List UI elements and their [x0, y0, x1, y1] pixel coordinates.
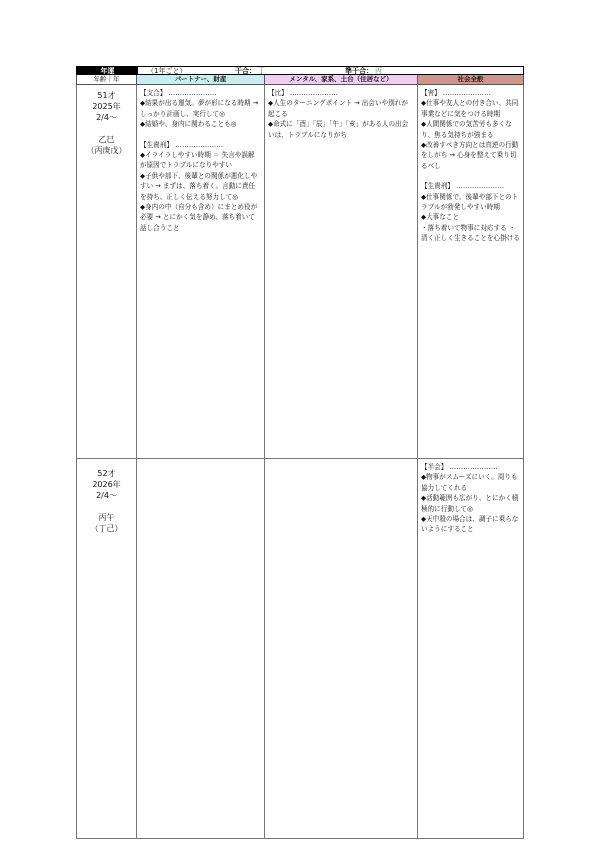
- bullet-item: ◆イライラしやすい時期 ＝ 失言や誤解が原因でトラブルになりやすい: [140, 151, 255, 170]
- bullet-item: ・落ち着いて物事に対応する ・清く正しく生きることを心掛ける: [421, 223, 520, 243]
- social-cell: [418, 459, 524, 839]
- column-header-row: [76, 75, 524, 85]
- age: 51才: [97, 91, 116, 100]
- header-bar: [76, 66, 524, 75]
- hidden-stems: （丁己）: [90, 524, 123, 533]
- stem: 丙午: [98, 513, 115, 522]
- year: 2026年: [92, 480, 121, 489]
- bullet-item: ◆仕事関係で、後輩や部下とのトラブルが勃発しやすい時期: [421, 192, 519, 212]
- bullet-item: ◆子供や部下、後輩との関係が悪化しやすい → まずは、落ち着く。言動に責任を持ち、正しく伝える努力して◎: [140, 171, 258, 201]
- fortune-section: [140, 88, 261, 130]
- age-year-cell: [76, 459, 137, 839]
- col-social: 社会全般: [418, 75, 524, 85]
- section-title: [268, 88, 414, 98]
- partner-cell: [137, 85, 265, 459]
- col-partner: パートナー、財産: [137, 75, 265, 85]
- bullet-item: ◆結果が出る運気。夢が形になる時期 → しっかり計画し、実行して◎: [140, 99, 259, 118]
- fortune-section: [421, 88, 520, 171]
- age: 52才: [97, 469, 116, 478]
- year: 2025年: [92, 102, 121, 111]
- bullet-item: ◆活動範囲も広がり、とにかく積極的に行動して◎: [421, 494, 519, 513]
- section-title: [421, 181, 520, 191]
- section-title-dots: …………………: [456, 182, 505, 191]
- partner-cell: [137, 459, 265, 839]
- section-title-dots: …………………: [175, 140, 224, 149]
- section-title: [140, 140, 261, 150]
- age-year-cell: [76, 85, 137, 459]
- jun-kango-label: 準干合：: [345, 67, 373, 75]
- jun-kango-field: [345, 67, 382, 75]
- section-title-text: 【生貴刑】: [140, 140, 173, 149]
- hidden-stems: （丙庚戊）: [86, 146, 127, 155]
- section-title-dots: …………………: [289, 89, 339, 97]
- date: 2/4〜: [96, 113, 117, 122]
- section-title-text: 【害】: [421, 89, 441, 97]
- section-title: [421, 462, 520, 472]
- jun-kango-value: 丙: [375, 67, 382, 75]
- section-title-text: 【比】: [268, 89, 288, 97]
- social-cell: [418, 85, 524, 459]
- fortune-section: [421, 181, 520, 243]
- section-title: [421, 88, 520, 98]
- bullet-item: ◆仕事や友人との付き合い、共同事業などに気をつける時期: [421, 99, 519, 118]
- bullet-item: ◆物事がスムーズにいく。周りも協力してくれる: [421, 473, 518, 492]
- mental-cell: [265, 85, 418, 459]
- bullet-item: ◆人間関係での気苦労も多くなり、焦る気持ちが強まる: [421, 120, 512, 139]
- kango-label: 干合：: [235, 67, 256, 75]
- fortune-section: [421, 462, 520, 535]
- yearly-fortune-sheet: [76, 66, 524, 839]
- section-title-text: 【半会】: [421, 463, 448, 471]
- col-mental: メンタル、家系、土台（住居など）: [265, 75, 418, 85]
- section-title-text: 【生貴刑】: [421, 182, 454, 191]
- bullet-item: ◆大事なこと: [421, 213, 460, 222]
- bullet-item: ◆結婚や、身内に関わることも◎: [140, 120, 237, 129]
- col-age-year: 年齢｜年: [76, 75, 137, 85]
- fortune-section: [268, 88, 414, 140]
- section-title-dots: …………………: [442, 89, 492, 97]
- table-row: [76, 85, 524, 459]
- bullet-item: ◆天中殺の場合は、調子に乗らないようにすること: [421, 515, 519, 534]
- mental-cell: [265, 459, 418, 839]
- bullet-item: ◆改善すべき方向とは真逆の行動をしがち → 心身を整えて乗り切るべし: [421, 141, 519, 170]
- section-title-dots: …………………: [449, 463, 498, 471]
- section-title: [140, 88, 261, 98]
- date: 2/4〜: [96, 491, 117, 500]
- title-cell: 年運: [77, 67, 138, 74]
- bullet-item: ◆人生のターニングポイント → 出会いや別れが起こる: [268, 99, 408, 118]
- kango-field: [235, 67, 265, 75]
- period-text: （1年ごと）: [147, 67, 187, 75]
- bullet-item: ◆命式に「酉」「辰」「午」「亥」がある人の出会いは、トラブルになりがち: [268, 120, 409, 139]
- bullet-item: ◆身内の中（自分も含め）にまとめ役が必要 → とにかく気を静め、落ち着いて話し合うこと: [140, 203, 258, 232]
- section-title-text: 【支合】: [140, 89, 167, 97]
- kango-value: 丁: [258, 67, 265, 75]
- fortune-section: [140, 140, 261, 234]
- stem: 乙巳: [98, 135, 115, 144]
- table-row: [76, 459, 524, 839]
- section-title-dots: …………………: [168, 89, 217, 97]
